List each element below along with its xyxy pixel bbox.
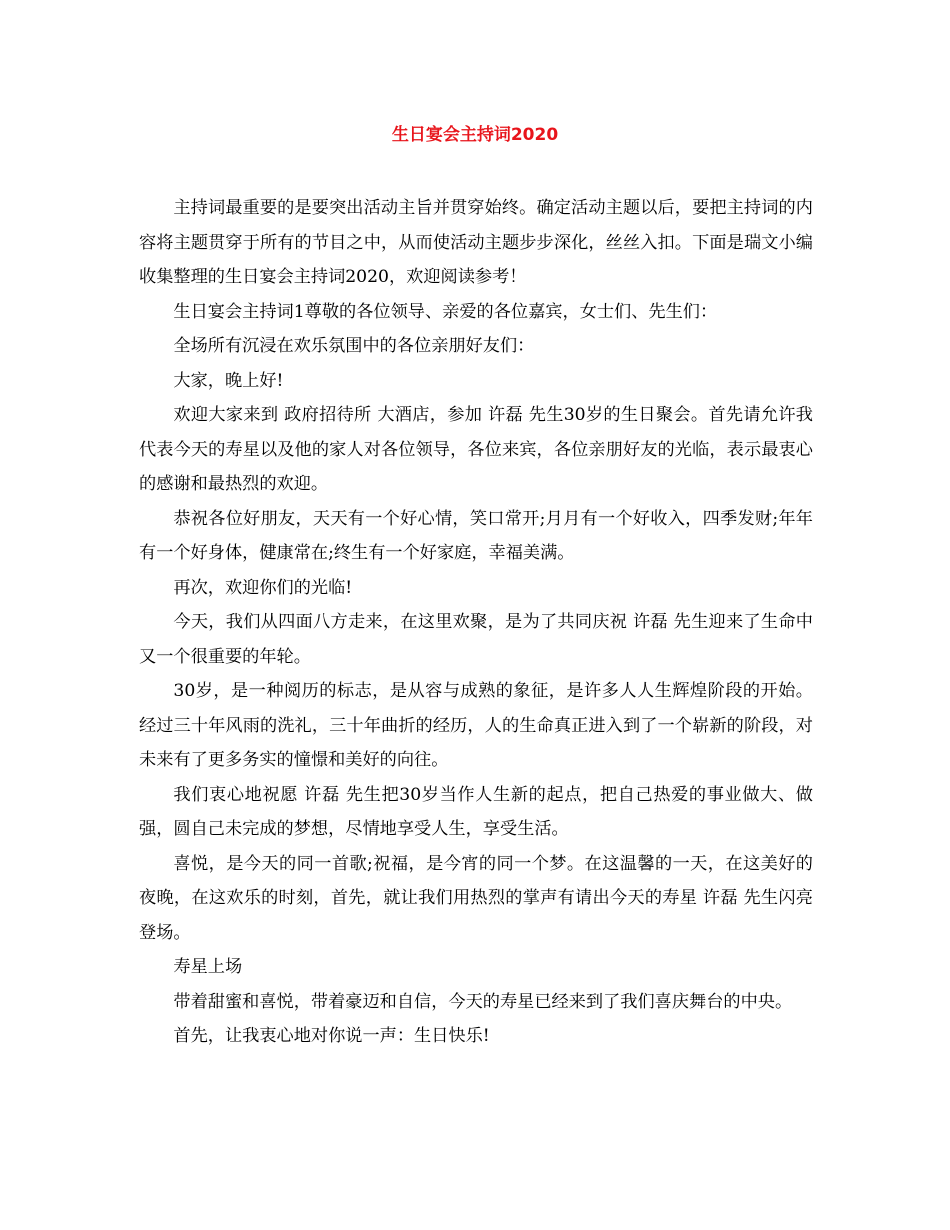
document-body [139,191,813,1054]
document-title: 生日宴会主持词2020 [391,125,559,145]
paragraph: 恭祝各位好朋友，天天有一个好心情，笑口常开;月月有一个好收入，四季发财;年年有一个好身体，健康常在;终生有一个好家庭，幸福美满。 [139,508,813,563]
paragraph: 主持词最重要的是要突出活动主旨并贯穿始终。确定活动主题以后，要把主持词的内容将主题贯穿于所有的节目之中，从而使活动主题步步深化，丝丝入扣。下面是瑞文小编收集整理的生日宴会主持词2020，欢迎阅读参考！ [139,198,813,287]
paragraph: 欢迎大家来到 政府招待所 大酒店，参加 许磊 先生30岁的生日聚会。首先请允许我代表今天的寿星以及他的家人对各位领导，各位来宾，各位亲朋好友的光临，表示最衷心的感谢和最热烈的欢迎。 [139,405,813,494]
paragraph: 今天，我们从四面八方走来，在这里欢聚，是为了共同庆祝 许磊 先生迎来了生命中又一个很重要的年轮。 [139,612,813,667]
paragraph: 带着甜蜜和喜悦，带着豪迈和自信，今天的寿星已经来到了我们喜庆舞台的中央。 [173,991,793,1012]
paragraph: 30岁，是一种阅历的标志，是从容与成熟的象征，是许多人人生辉煌阶段的开始。经过三十年风雨的洗礼，三十年曲折的经历，人的生命真正进入到了一个崭新的阶段，对未来有了更多务实的憧憬和美好的向往。 [139,681,813,770]
paragraph: 全场所有沉浸在欢乐氛围中的各位亲朋好友们： [173,336,535,356]
paragraph: 寿星上场 [173,957,243,977]
paragraph: 首先，让我衷心地对你说一声：生日快乐! [173,1026,490,1046]
paragraph: 大家，晚上好! [173,370,284,391]
paragraph: 生日宴会主持词1尊敬的各位领导、亲爱的各位嘉宾，女士们、先生们： [173,301,718,322]
paragraph: 再次，欢迎你们的光临! [173,577,353,598]
paragraph: 我们衷心地祝愿 许磊 先生把30岁当作人生新的起点，把自己热爱的事业做大、做强，圆自己未完成的梦想，尽情地享受人生，享受生活。 [139,784,813,839]
paragraph: 喜悦，是今天的同一首歌;祝福，是今宵的同一个梦。在这温馨的一天，在这美好的夜晚，在这欢乐的时刻，首先，就让我们用热烈的掌声有请出今天的寿星 许磊 先生闪亮登场。 [139,853,813,943]
